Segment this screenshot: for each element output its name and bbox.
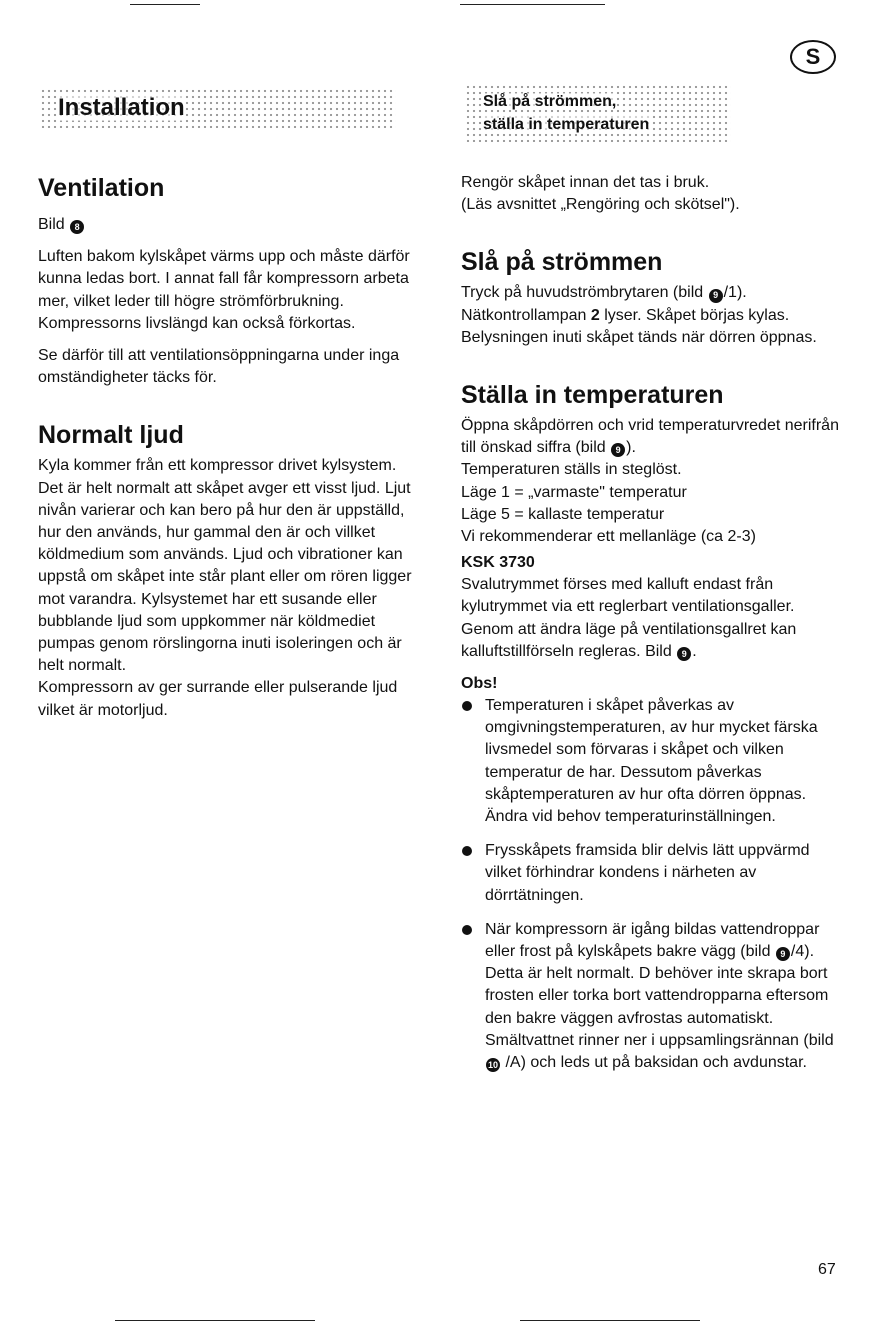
list-item <box>461 919 841 1074</box>
intro-line-2: (Läs avsnittet „Rengöring och skötsel"). <box>461 196 740 214</box>
temperature-line-2: Temperaturen ställs in steglöst. <box>461 461 682 479</box>
temperature-line-4: Läge 5 = kallaste temperatur <box>461 505 665 523</box>
temperature-line-1 <box>461 415 841 459</box>
text-span: Tryck på huvudströmbrytaren (bild <box>461 284 708 302</box>
obs-list <box>461 695 841 1074</box>
ventilation-figure-ref <box>38 214 413 236</box>
text-span: Smältvattnet rinner ner i uppsamlingsrännan (bild <box>485 1031 834 1049</box>
figure-number-icon: 10 <box>486 1058 500 1072</box>
figure-number-icon: 9 <box>709 289 723 303</box>
top-rule-left <box>130 4 200 5</box>
ksk-paragraph <box>461 574 841 663</box>
figure-number-icon: 9 <box>611 443 625 457</box>
intro-line-1: Rengör skåpet innan det tas i bruk. <box>461 174 710 191</box>
list-item <box>461 840 841 907</box>
ventilation-paragraph-1: Luften bakom kylskåpet värms upp och måste därför kunna ledas bort. I annat fall får kompressorn arbeta mer, vilket leder till högre strömförbrukning. Kompressorns livslängd kan också förkortas. <box>38 248 410 332</box>
top-rule-right <box>460 4 605 5</box>
temperature-line-5: Vi rekommenderar ett mellanläge (ca 2-3) <box>461 528 756 546</box>
figure-number-icon: 8 <box>70 220 84 234</box>
text-span: Öppna skåpdörren och vrid temperaturvredet nerifrån till önskad siffra (bild <box>461 417 839 457</box>
ventilation-heading: Ventilation <box>38 174 165 202</box>
bottom-rule-right <box>520 1320 700 1321</box>
bottom-rule-left <box>115 1320 315 1321</box>
temperature-heading: Ställa in temperaturen <box>461 381 724 410</box>
text-span: /A) och leds ut på baksidan och avdunstar. <box>501 1054 807 1072</box>
text-span: . <box>692 642 697 660</box>
noise-heading: Normalt ljud <box>38 421 184 450</box>
section-tab-line2: ställa in temperaturen <box>483 116 650 133</box>
text-span: /1). <box>723 284 747 302</box>
text-span: Svalutrymmet förses med kalluft endast från kylutrymmet via ett reglerbart ventilationsgaller. Genom att ändra läge på ventilationsgallret kan kalluftstillförseln regleras. Bild <box>461 576 797 660</box>
right-column <box>461 172 841 1086</box>
list-item <box>461 695 841 828</box>
temperature-line-3: Läge 1 = „varmaste" temperatur <box>461 483 687 501</box>
text-span: När kompressorn är igång bildas vattendroppar eller frost på kylskåpets bakre vägg (bild <box>485 920 820 961</box>
ksk-heading: KSK 3730 <box>461 554 535 572</box>
power-line-3: Belysningen inuti skåpet tänds när dörren öppnas. <box>461 328 817 346</box>
figure-number-icon: 9 <box>776 947 790 961</box>
power-heading: Slå på strömmen <box>461 248 663 277</box>
lamp-number: 2 <box>590 306 600 324</box>
noise-paragraph-1: Kyla kommer från ett kompressor drivet kylsystem. Det är helt normalt att skåpet avger ett visst ljud. Ljut nivån varierar och kan bero på hur den är uppställd, hur den används, hur gammal den är och villket köldmedium som används. Ljud och vibrationer kan uppstå om skåpet inte står plant eller om rören ligger mot varandra. Kylsystemet har ett susande eller bubblande ljud som uppkommer när köldmediet pumpas genom rörslingorna inuti isoleringen och är helt normalt. <box>38 457 412 675</box>
section-tab-label: Installation <box>58 94 185 121</box>
text-span: Frysskåpets framsida blir delvis lätt uppvärmd vilket förhindrar kondens i närheten av dörrtätningen. <box>485 842 810 904</box>
language-badge: S <box>790 40 836 74</box>
section-tab-installation <box>40 88 396 128</box>
text-span: ). <box>626 439 636 457</box>
text-span: Nätkontrollampan <box>461 306 591 324</box>
noise-paragraph-2: Kompressorn av ger surrande eller pulserande ljud vilket är motorljud. <box>38 679 398 719</box>
text-span: lyser. Skåpet börjas kylas. <box>599 306 790 324</box>
section-tab-power-temp <box>465 84 731 142</box>
figure-ref-prefix: Bild <box>38 216 65 233</box>
page-number: 67 <box>818 1261 836 1278</box>
ventilation-paragraph-2: Se därför till att ventilationsöppningarna under inga omständigheter täcks för. <box>38 347 400 387</box>
left-column <box>38 172 413 722</box>
figure-number-icon: 9 <box>677 647 691 661</box>
obs-heading: Obs! <box>461 675 498 693</box>
text-span: Temperaturen i skåpet påverkas av omgivningstemperaturen, av hur mycket färska livsmedel som förvaras i skåpet och vilken temperatur de har. Dessutom påverkas skåptemperaturen av hur ofta dörren öppnas. Ändra vid behov temperaturinställningen. <box>485 697 818 826</box>
section-tab-line1: Slå på strömmen, <box>483 93 617 110</box>
text-span: /4). Detta är helt normalt. D behöver inte skrapa bort frosten eller torka bort vattendropparna eftersom den bakre väggen avfrostas automatiskt. <box>485 943 829 1027</box>
power-line-1 <box>461 282 841 304</box>
power-line-2 <box>461 305 841 327</box>
